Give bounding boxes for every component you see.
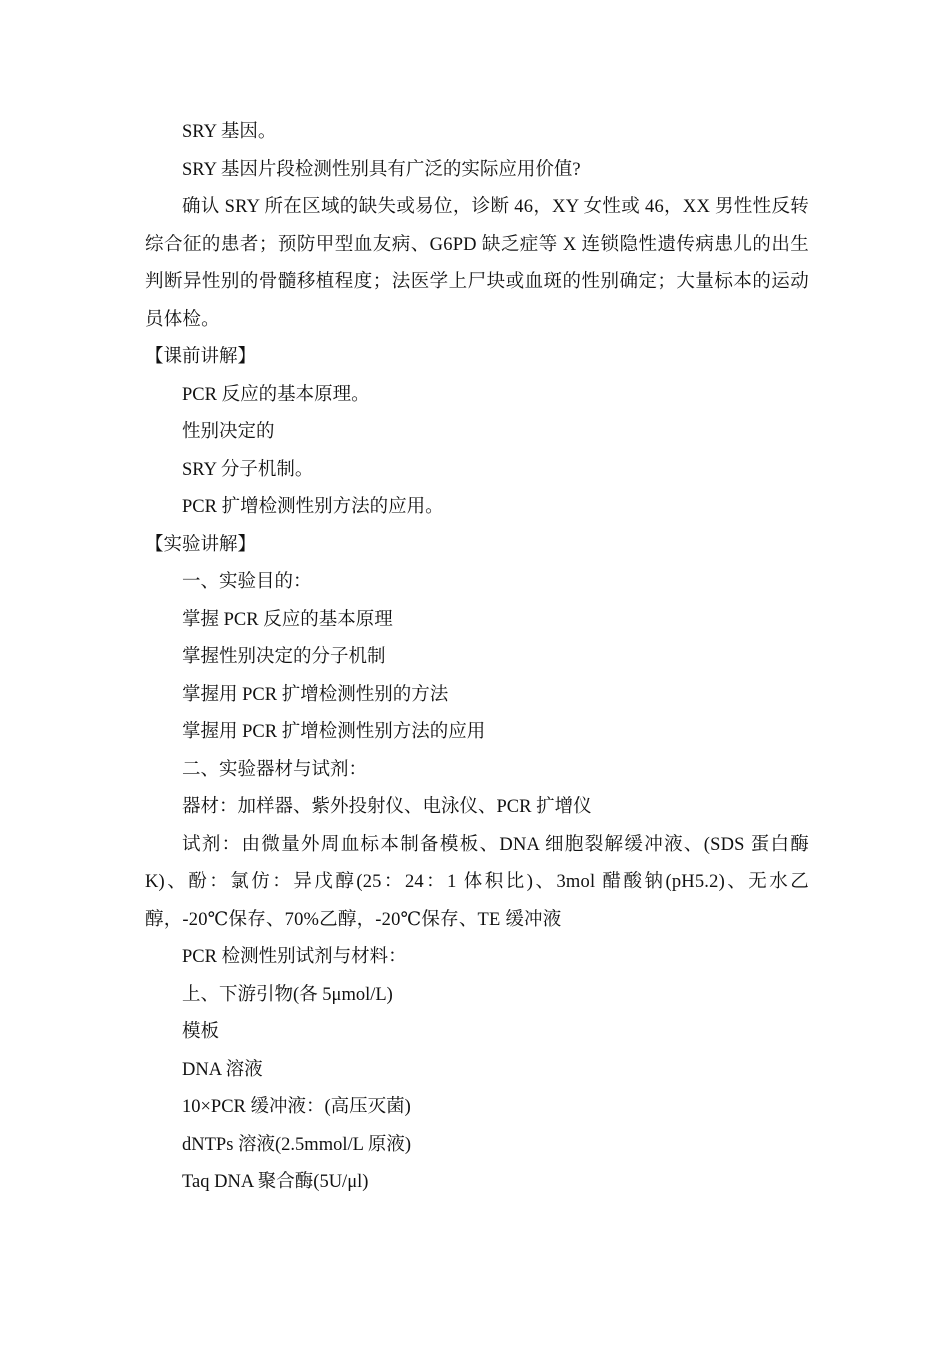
section-heading-experiment: 【实验讲解】 xyxy=(145,534,257,555)
text-line: SRY 基因。 xyxy=(182,122,277,142)
document-body xyxy=(145,114,809,1202)
list-item: SRY 分子机制。 xyxy=(182,459,314,480)
list-item: Taq DNA 聚合酶(5U/μl) xyxy=(182,1172,369,1192)
list-item: 掌握性别决定的分子机制 xyxy=(182,647,386,667)
list-item: 模板 xyxy=(182,1022,220,1042)
list-item: PCR 扩增检测性别方法的应用。 xyxy=(182,497,444,517)
list-item: 器材：加样器、紫外投射仪、电泳仪、PCR 扩增仪 xyxy=(182,797,592,817)
list-item: 掌握用 PCR 扩增检测性别的方法 xyxy=(182,684,449,705)
list-item: dNTPs 溶液(2.5mmol/L 原液) xyxy=(182,1134,412,1155)
list-item: 上、下游引物(各 5μmol/L) xyxy=(182,984,393,1005)
list-item: 掌握 PCR 反应的基本原理 xyxy=(182,609,393,630)
list-item: 掌握用 PCR 扩增检测性别方法的应用 xyxy=(182,722,486,742)
list-item: 二、实验器材与试剂： xyxy=(182,759,368,780)
paragraph: 确认 SRY 所在区域的缺失或易位，诊断 46，XY 女性或 46，XX 男性性反转综合征的患者；预防甲型血友病、G6PD 缺乏症等 X 连锁隐性遗传病患儿的出生判断异性别的骨髓移植程度；法医学上尸块或血斑的性别确定；大量标本的运动员体检。 xyxy=(145,197,809,330)
list-item: 性别决定的 xyxy=(182,422,275,442)
text-line: SRY 基因片段检测性别具有广泛的实际应用价值? xyxy=(182,159,581,180)
list-item: PCR 检测性别试剂与材料： xyxy=(182,947,407,967)
list-item: 10×PCR 缓冲液：(高压灭菌) xyxy=(182,1097,411,1117)
section-heading-pre-class: 【课前讲解】 xyxy=(145,347,257,367)
reagents-paragraph: 试剂：由微量外周血标本制备模板、DNA 细胞裂解缓冲液、(SDS 蛋白酶 K)、酚：氯仿：异戊醇(25：24：1 体积比)、3mol 醋酸钠(pH5.2)、无水乙醇，-20℃保存、70%乙醇，-20℃保存、TE 缓冲液 xyxy=(145,834,809,930)
list-item: PCR 反应的基本原理。 xyxy=(182,384,370,405)
list-item: 一、实验目的： xyxy=(182,572,312,592)
list-item: DNA 溶液 xyxy=(182,1059,263,1080)
